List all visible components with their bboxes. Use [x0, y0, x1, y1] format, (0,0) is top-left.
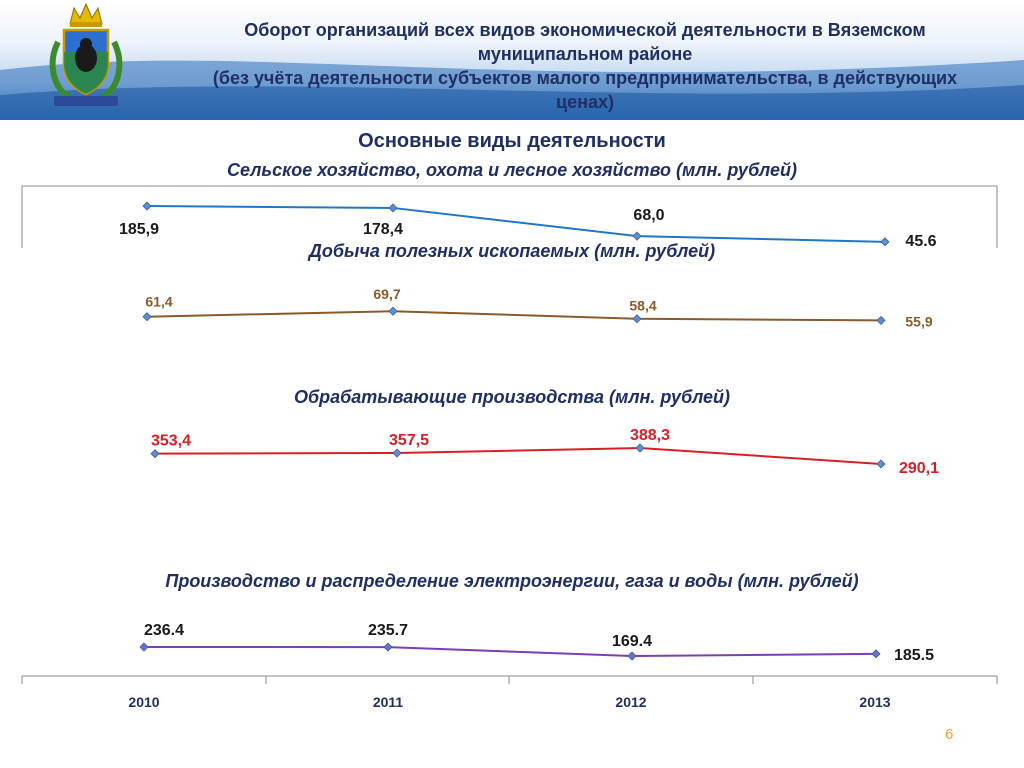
series-title-agriculture: Сельское хозяйство, охота и лесное хозяйство (млн. рублей) — [226, 160, 797, 180]
data-label-energy: 235.7 — [367, 622, 409, 640]
data-label-energy: 185.5 — [893, 646, 935, 664]
data-label-agriculture: 45.6 — [905, 232, 937, 250]
series-title-manufacturing: Обрабатывающие производства (млн. рублей) — [293, 387, 731, 407]
data-label-manufacturing: 357,5 — [388, 432, 430, 450]
series-line-energy — [144, 647, 876, 656]
data-label-agriculture: 178,4 — [362, 220, 404, 238]
data-label-manufacturing: 290,1 — [898, 459, 940, 477]
data-point-manufacturing — [151, 450, 159, 458]
data-label-energy: 169.4 — [611, 633, 653, 650]
data-point-mining — [389, 307, 397, 315]
data-label-energy: 236.4 — [143, 622, 185, 639]
page-number: 6 — [945, 726, 954, 743]
data-point-manufacturing — [877, 460, 885, 468]
data-label-agriculture: 185,9 — [118, 221, 160, 239]
data-point-mining — [877, 316, 885, 324]
x-tick-label: 2013 — [859, 694, 891, 710]
x-tick-label: 2011 — [372, 694, 404, 710]
data-point-energy — [140, 643, 148, 651]
data-point-agriculture — [881, 238, 889, 246]
series-title-energy: Производство и распределение электроэнергии, газа и воды (млн. рублей) — [165, 571, 859, 591]
data-point-agriculture — [143, 202, 151, 210]
x-tick-label: 2012 — [615, 694, 647, 710]
data-point-agriculture — [633, 232, 641, 240]
data-point-energy — [384, 643, 392, 651]
data-label-agriculture: 68,0 — [633, 207, 665, 225]
data-point-mining — [143, 313, 151, 321]
x-tick-label: 2010 — [128, 694, 160, 710]
data-label-mining: 69,7 — [373, 286, 401, 303]
title-line: ценах) — [556, 92, 614, 112]
series-line-agriculture — [147, 206, 885, 242]
data-point-agriculture — [389, 204, 397, 212]
data-label-manufacturing: 353,4 — [150, 432, 192, 450]
data-label-mining: 55,9 — [905, 313, 933, 330]
main-title: Основные виды деятельности — [358, 130, 666, 152]
data-point-manufacturing — [393, 449, 401, 457]
data-label-mining: 61,4 — [145, 293, 173, 310]
series-line-manufacturing — [155, 448, 881, 464]
data-point-energy — [872, 650, 880, 658]
title-line: муниципальном районе — [477, 44, 693, 64]
data-label-mining: 58,4 — [629, 297, 657, 314]
title-line: Оборот организаций всех видов экономической деятельности в Вяземском — [244, 20, 926, 40]
data-point-manufacturing — [636, 444, 644, 452]
data-point-mining — [633, 315, 641, 323]
title-line: (без учёта деятельности субъектов малого предпринимательства, в действующих — [212, 68, 958, 88]
series-line-mining — [147, 311, 881, 320]
data-point-energy — [628, 652, 636, 660]
series-title-mining: Добыча полезных ископаемых (млн. рублей) — [308, 241, 716, 261]
data-label-manufacturing: 388,3 — [629, 427, 671, 444]
